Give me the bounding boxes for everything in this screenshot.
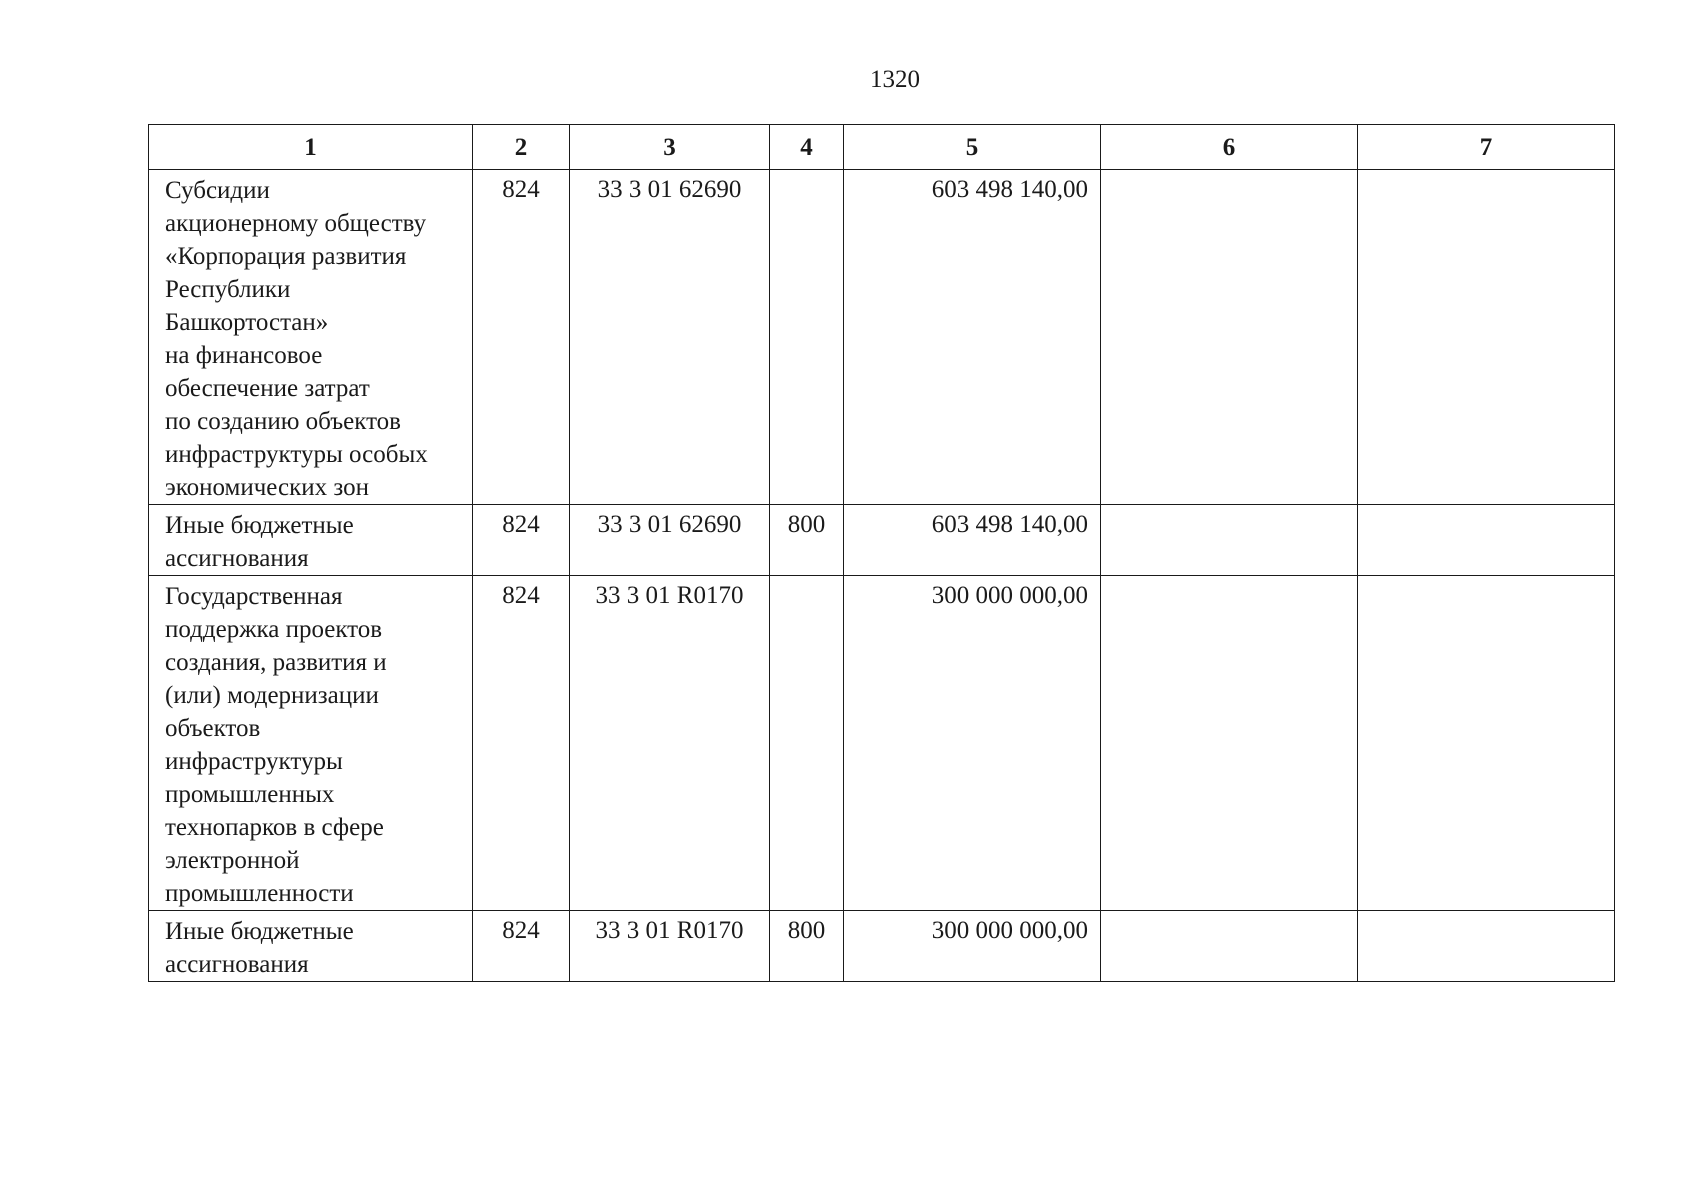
table-row [149,911,1615,982]
amount: 603 498 140,00 [844,170,1101,505]
column-header-6: 6 [1101,125,1358,170]
page-number: 1320 [870,66,920,93]
column-6-cell [1101,911,1358,982]
column-header-2: 2 [473,125,570,170]
column-7-cell [1358,505,1615,576]
department-code: 824 [473,505,570,576]
expense-type-code [770,170,844,505]
target-article-code: 33 3 01 62690 [570,170,770,505]
column-7-cell [1358,576,1615,911]
row-description: Иные бюджетные ассигнования [165,512,354,572]
row-description: Государственная поддержка проектов создания, развития и (или) модернизации объектов инфраструктуры промышленных технопарков в сфере электронной промышленности [165,583,387,907]
expense-type-code: 800 [770,505,844,576]
table-row [149,505,1615,576]
column-header-5: 5 [844,125,1101,170]
table-row [149,170,1615,505]
table-header-row [149,125,1615,170]
row-description-cell [149,576,473,911]
row-description-cell [149,505,473,576]
column-6-cell [1101,576,1358,911]
column-7-cell [1358,911,1615,982]
target-article-code: 33 3 01 R0170 [570,576,770,911]
column-header-3: 3 [570,125,770,170]
column-header-1: 1 [149,125,473,170]
department-code: 824 [473,170,570,505]
amount: 300 000 000,00 [844,911,1101,982]
expense-type-code: 800 [770,911,844,982]
department-code: 824 [473,576,570,911]
row-description-cell [149,170,473,505]
column-7-cell [1358,170,1615,505]
column-header-7: 7 [1358,125,1615,170]
row-description: Иные бюджетные ассигнования [165,918,354,978]
target-article-code: 33 3 01 62690 [570,505,770,576]
amount: 300 000 000,00 [844,576,1101,911]
table-row [149,576,1615,911]
column-6-cell [1101,505,1358,576]
row-description-cell [149,911,473,982]
column-6-cell [1101,170,1358,505]
column-header-4: 4 [770,125,844,170]
expense-type-code [770,576,844,911]
department-code: 824 [473,911,570,982]
row-description: Субсидии акционерному обществу «Корпорация развития Республики Башкортостан» на финансовое обеспечение затрат по созданию объектов инфраструктуры особых экономических зон [165,177,428,501]
budget-table [148,124,1615,982]
target-article-code: 33 3 01 R0170 [570,911,770,982]
amount: 603 498 140,00 [844,505,1101,576]
